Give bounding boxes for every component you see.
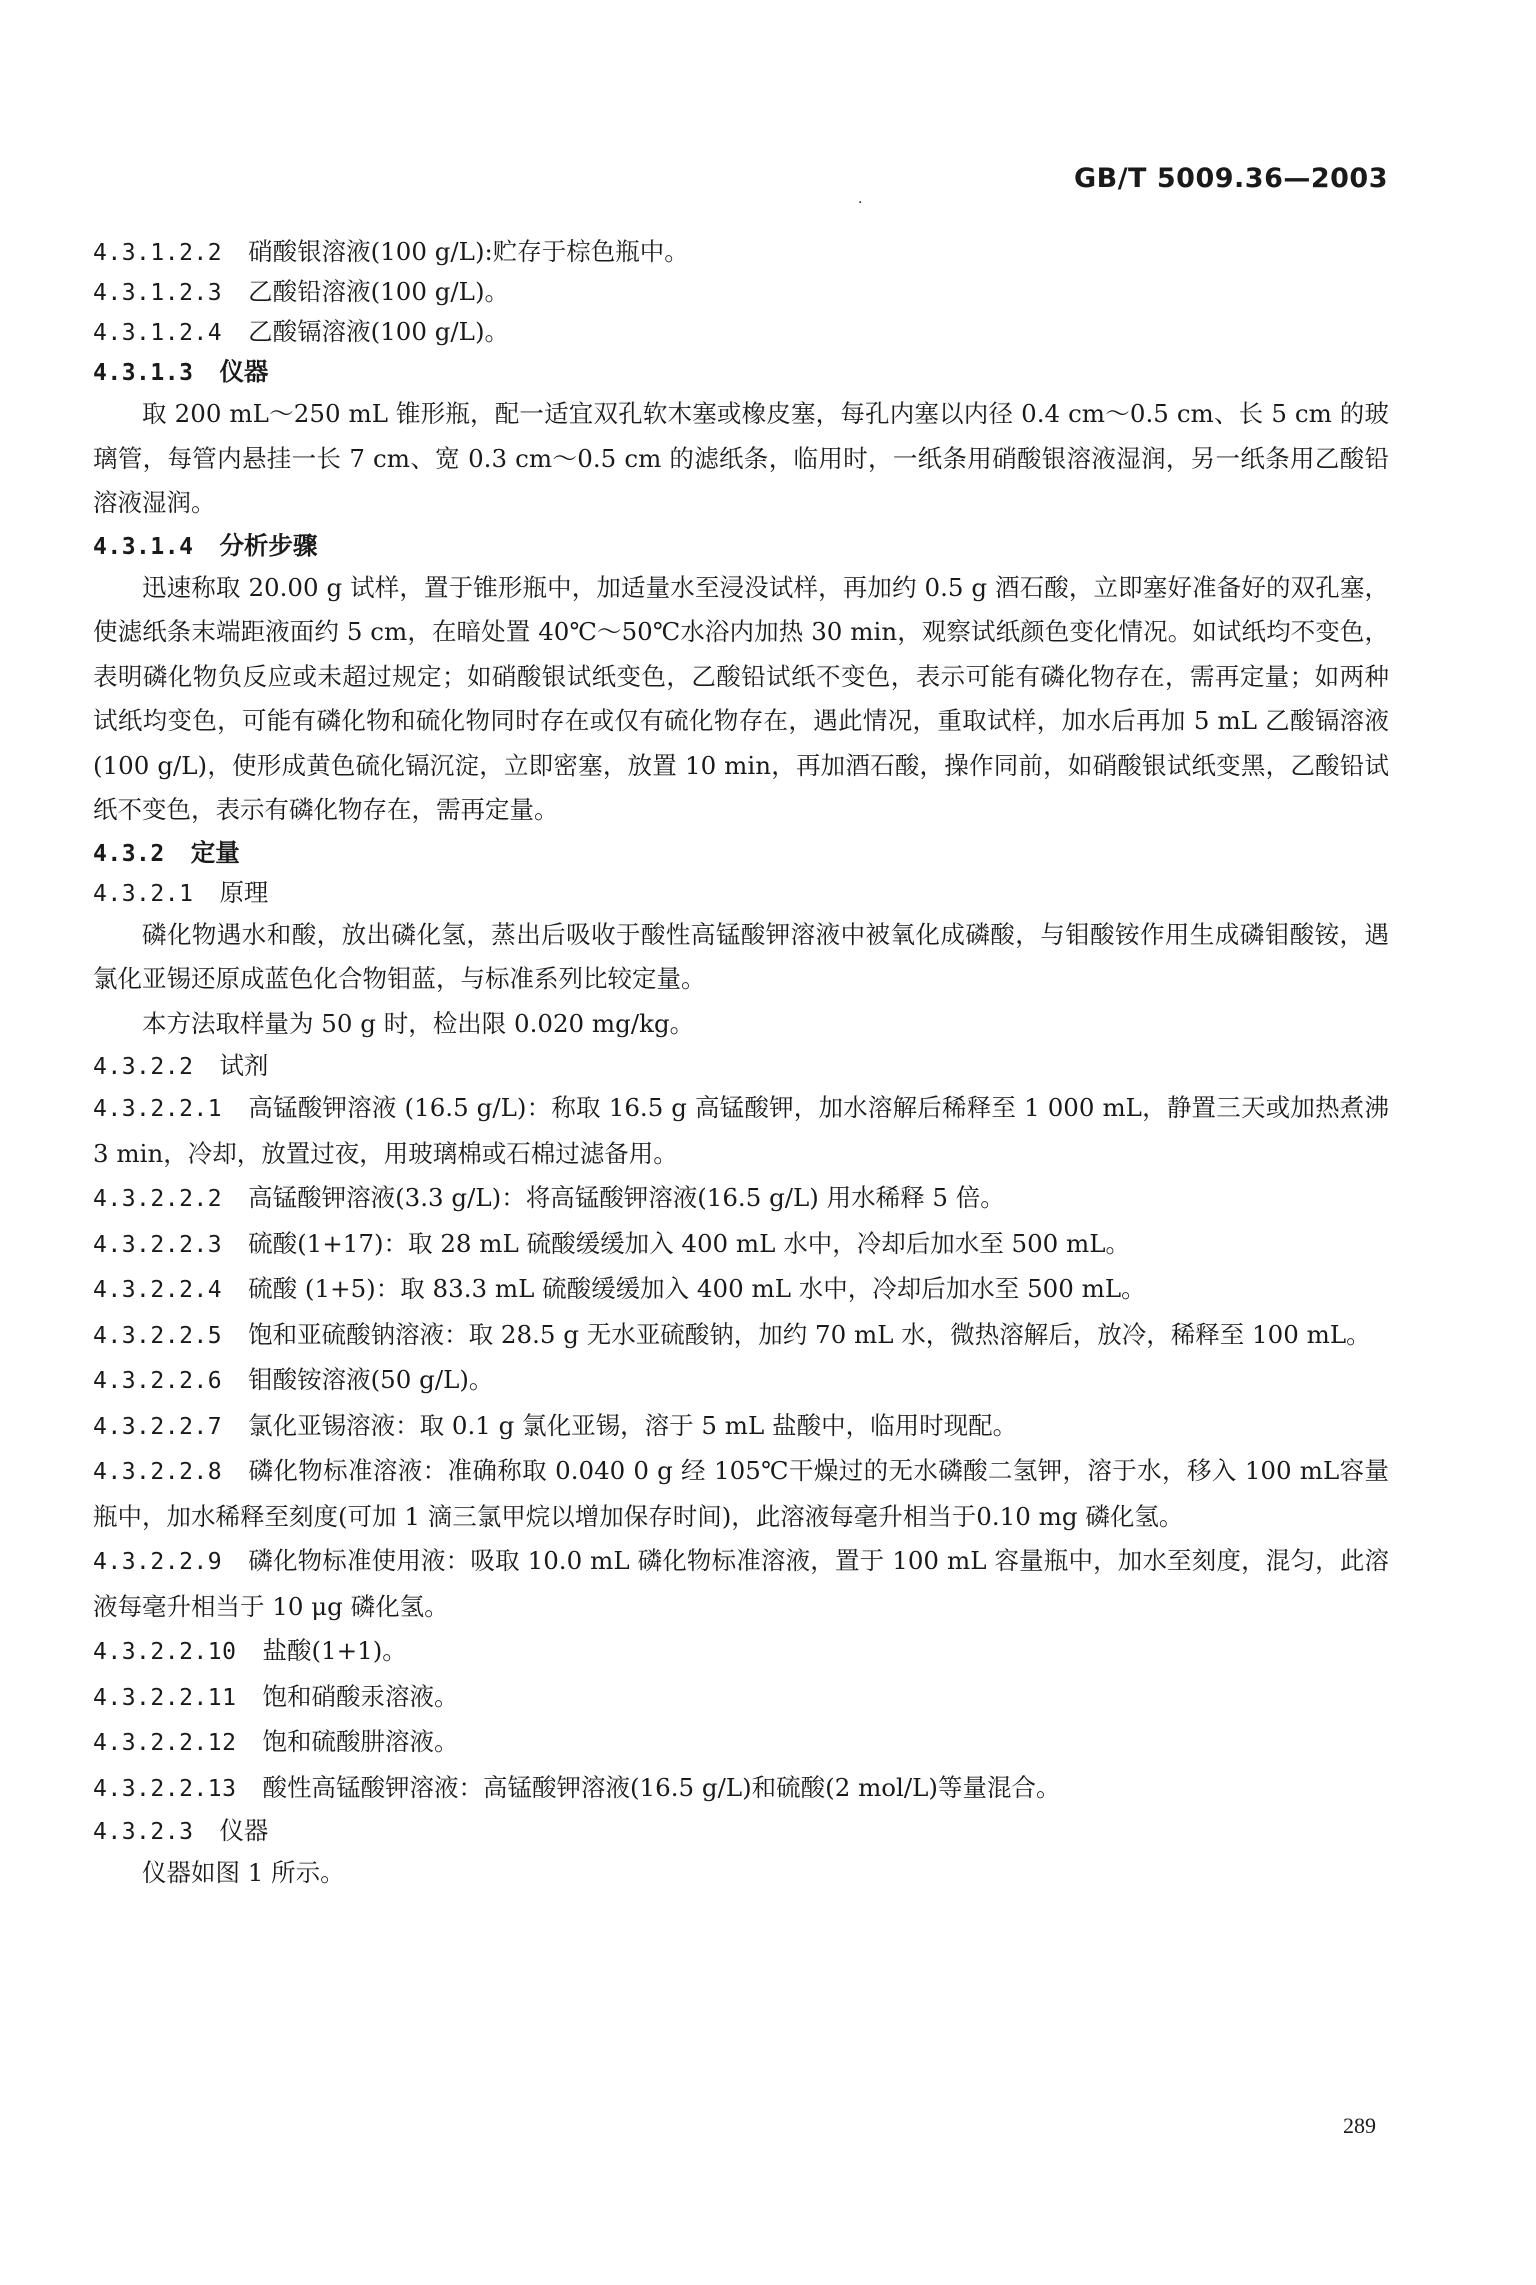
clause-4-3-2-2-3: 4.3.2.2.3 硫酸(1+17)：取 28 mL 硫酸缓缓加入 400 mL 水中，冷却后加水至 500 mL。 <box>93 1228 1131 1258</box>
heading-4-3-2-1: 4.3.2.1 原理 <box>93 877 269 907</box>
paragraph-detection-limit: 本方法取样量为 50 g 时，检出限 0.020 mg/kg。 <box>142 1008 695 1038</box>
scan-mark: · <box>858 195 863 211</box>
paragraph-analysis-steps: 迅速称取 20.00 g 试样，置于锥形瓶中，加适量水至浸没试样，再加约 0.5 g 酒石酸，立即塞好准备好的双孔塞，使滤纸条末端距液面约 5 cm，在暗处置 40℃～50℃水浴内加热 30 min，观察试纸颜色变化情况。如试纸均不变色，表明磷化物负反应或未超过规定；如硝酸银试纸变色，乙酸铅试纸不变色，表示可能有磷化物存在，需再定量；如两种试纸均变色，可能有磷化物和硫化物同时存在或仅有硫化物存在，遇此情况，重取试样，加水后再加 5 mL 乙酸镉溶液(100 g/L)，使形成黄色硫化镉沉淀，立即密塞，放置 10 min，再加酒石酸，操作同前，如硝酸银试纸变黑，乙酸铅试纸不变色，表示有磷化物存在，需再定量。 <box>93 572 1389 824</box>
clause-4-3-2-2-6: 4.3.2.2.6 钼酸铵溶液(50 g/L)。 <box>93 1365 494 1394</box>
paragraph-apparatus-description: 取 200 mL～250 mL 锥形瓶，配一适宜双孔软木塞或橡皮塞，每孔内塞以内径 0.4 cm～0.5 cm、长 5 cm 的玻璃管，每管内悬挂一长 7 cm、宽 0.3 cm～0.5 cm 的滤纸条，临用时，一纸条用硝酸银溶液湿润，另一纸条用乙酸铅溶液湿润。 <box>93 399 1389 517</box>
paragraph-figure-reference: 仪器如图 1 所示。 <box>142 1858 345 1887</box>
heading-4-3-2-3: 4.3.2.3 仪器 <box>93 1816 269 1845</box>
heading-4-3-2-2: 4.3.2.2 试剂 <box>93 1051 269 1080</box>
heading-4-3-2: 4.3.2 定量 <box>93 837 240 867</box>
paragraph-principle: 磷化物遇水和酸，放出磷化氢，蒸出后吸收于酸性高锰酸钾溶液中被氧化成磷酸，与钼酸铵作用生成磷钼酸铵，遇氯化亚锡还原成蓝色化合物钼蓝，与标准系列比较定量。 <box>93 919 1389 993</box>
heading-4-3-1-4: 4.3.1.4 分析步骤 <box>93 530 318 560</box>
clause-4-3-2-2-5: 4.3.2.2.5 饱和亚硫酸钠溶液：取 28.5 g 无水亚硫酸钠，加约 70 mL 水，微热溶解后，放冷，稀释至 100 mL。 <box>93 1319 1371 1349</box>
clause-4-3-2-2-2: 4.3.2.2.2 高锰酸钾溶液(3.3 g/L)：将高锰酸钾溶液(16.5 g/L) 用水稀释 5 倍。 <box>93 1183 1005 1212</box>
clause-4-3-2-2-13: 4.3.2.2.13 酸性高锰酸钾溶液：高锰酸钾溶液(16.5 g/L)和硫酸(2 mol/L)等量混合。 <box>93 1772 1061 1802</box>
heading-4-3-1-3: 4.3.1.3 仪器 <box>93 357 269 386</box>
clause-4-3-2-2-7: 4.3.2.2.7 氯化亚锡溶液：取 0.1 g 氯化亚锡，溶于 5 mL 盐酸中，临用时现配。 <box>93 1410 1018 1440</box>
clause-4-3-2-2-1: 4.3.2.2.1 高锰酸钾溶液 (16.5 g/L)：称取 16.5 g 高锰酸钾，加水溶解后稀释至 1 000 mL，静置三天或加热煮沸 3 min，冷却，放置过夜，用玻璃棉或石棉过滤备用。 <box>93 1093 1389 1168</box>
clause-4-3-1-2-2: 4.3.1.2.2 硝酸银溶液(100 g/L):贮存于棕色瓶中。 <box>93 237 689 266</box>
standard-code: GB/T 5009.36—2003 <box>1073 163 1388 194</box>
document-body <box>93 232 1389 1896</box>
clause-4-3-2-2-9: 4.3.2.2.9 磷化物标准使用液：吸取 10.0 mL 磷化物标准溶液，置于 100 mL 容量瓶中，加水至刻度，混匀，此溶液每毫升相当于 10 μg 磷化氢。 <box>93 1546 1389 1621</box>
clause-4-3-1-2-3: 4.3.1.2.3 乙酸铅溶液(100 g/L)。 <box>93 277 509 306</box>
page-number: 289 <box>1343 2113 1376 2138</box>
clause-4-3-1-2-4: 4.3.1.2.4 乙酸镉溶液(100 g/L)。 <box>93 317 509 346</box>
clause-4-3-2-2-10: 4.3.2.2.10 盐酸(1+1)。 <box>93 1636 407 1665</box>
clause-4-3-2-2-4: 4.3.2.2.4 硫酸 (1+5)：取 83.3 mL 硫酸缓缓加入 400 mL 水中，冷却后加水至 500 mL。 <box>93 1274 1146 1303</box>
clause-4-3-2-2-8: 4.3.2.2.8 磷化物标准溶液：准确称取 0.040 0 g 经 105℃干燥过的无水磷酸二氢钾，溶于水，移入 100 mL容量瓶中，加水稀释至刻度(可加 1 滴三氯甲烷以增加保存时间)，此溶液每毫升相当于0.10 mg 磷化氢。 <box>93 1456 1389 1531</box>
clause-4-3-2-2-11: 4.3.2.2.11 饱和硝酸汞溶液。 <box>93 1681 459 1711</box>
clause-4-3-2-2-12: 4.3.2.2.12 饱和硫酸肼溶液。 <box>93 1727 459 1756</box>
